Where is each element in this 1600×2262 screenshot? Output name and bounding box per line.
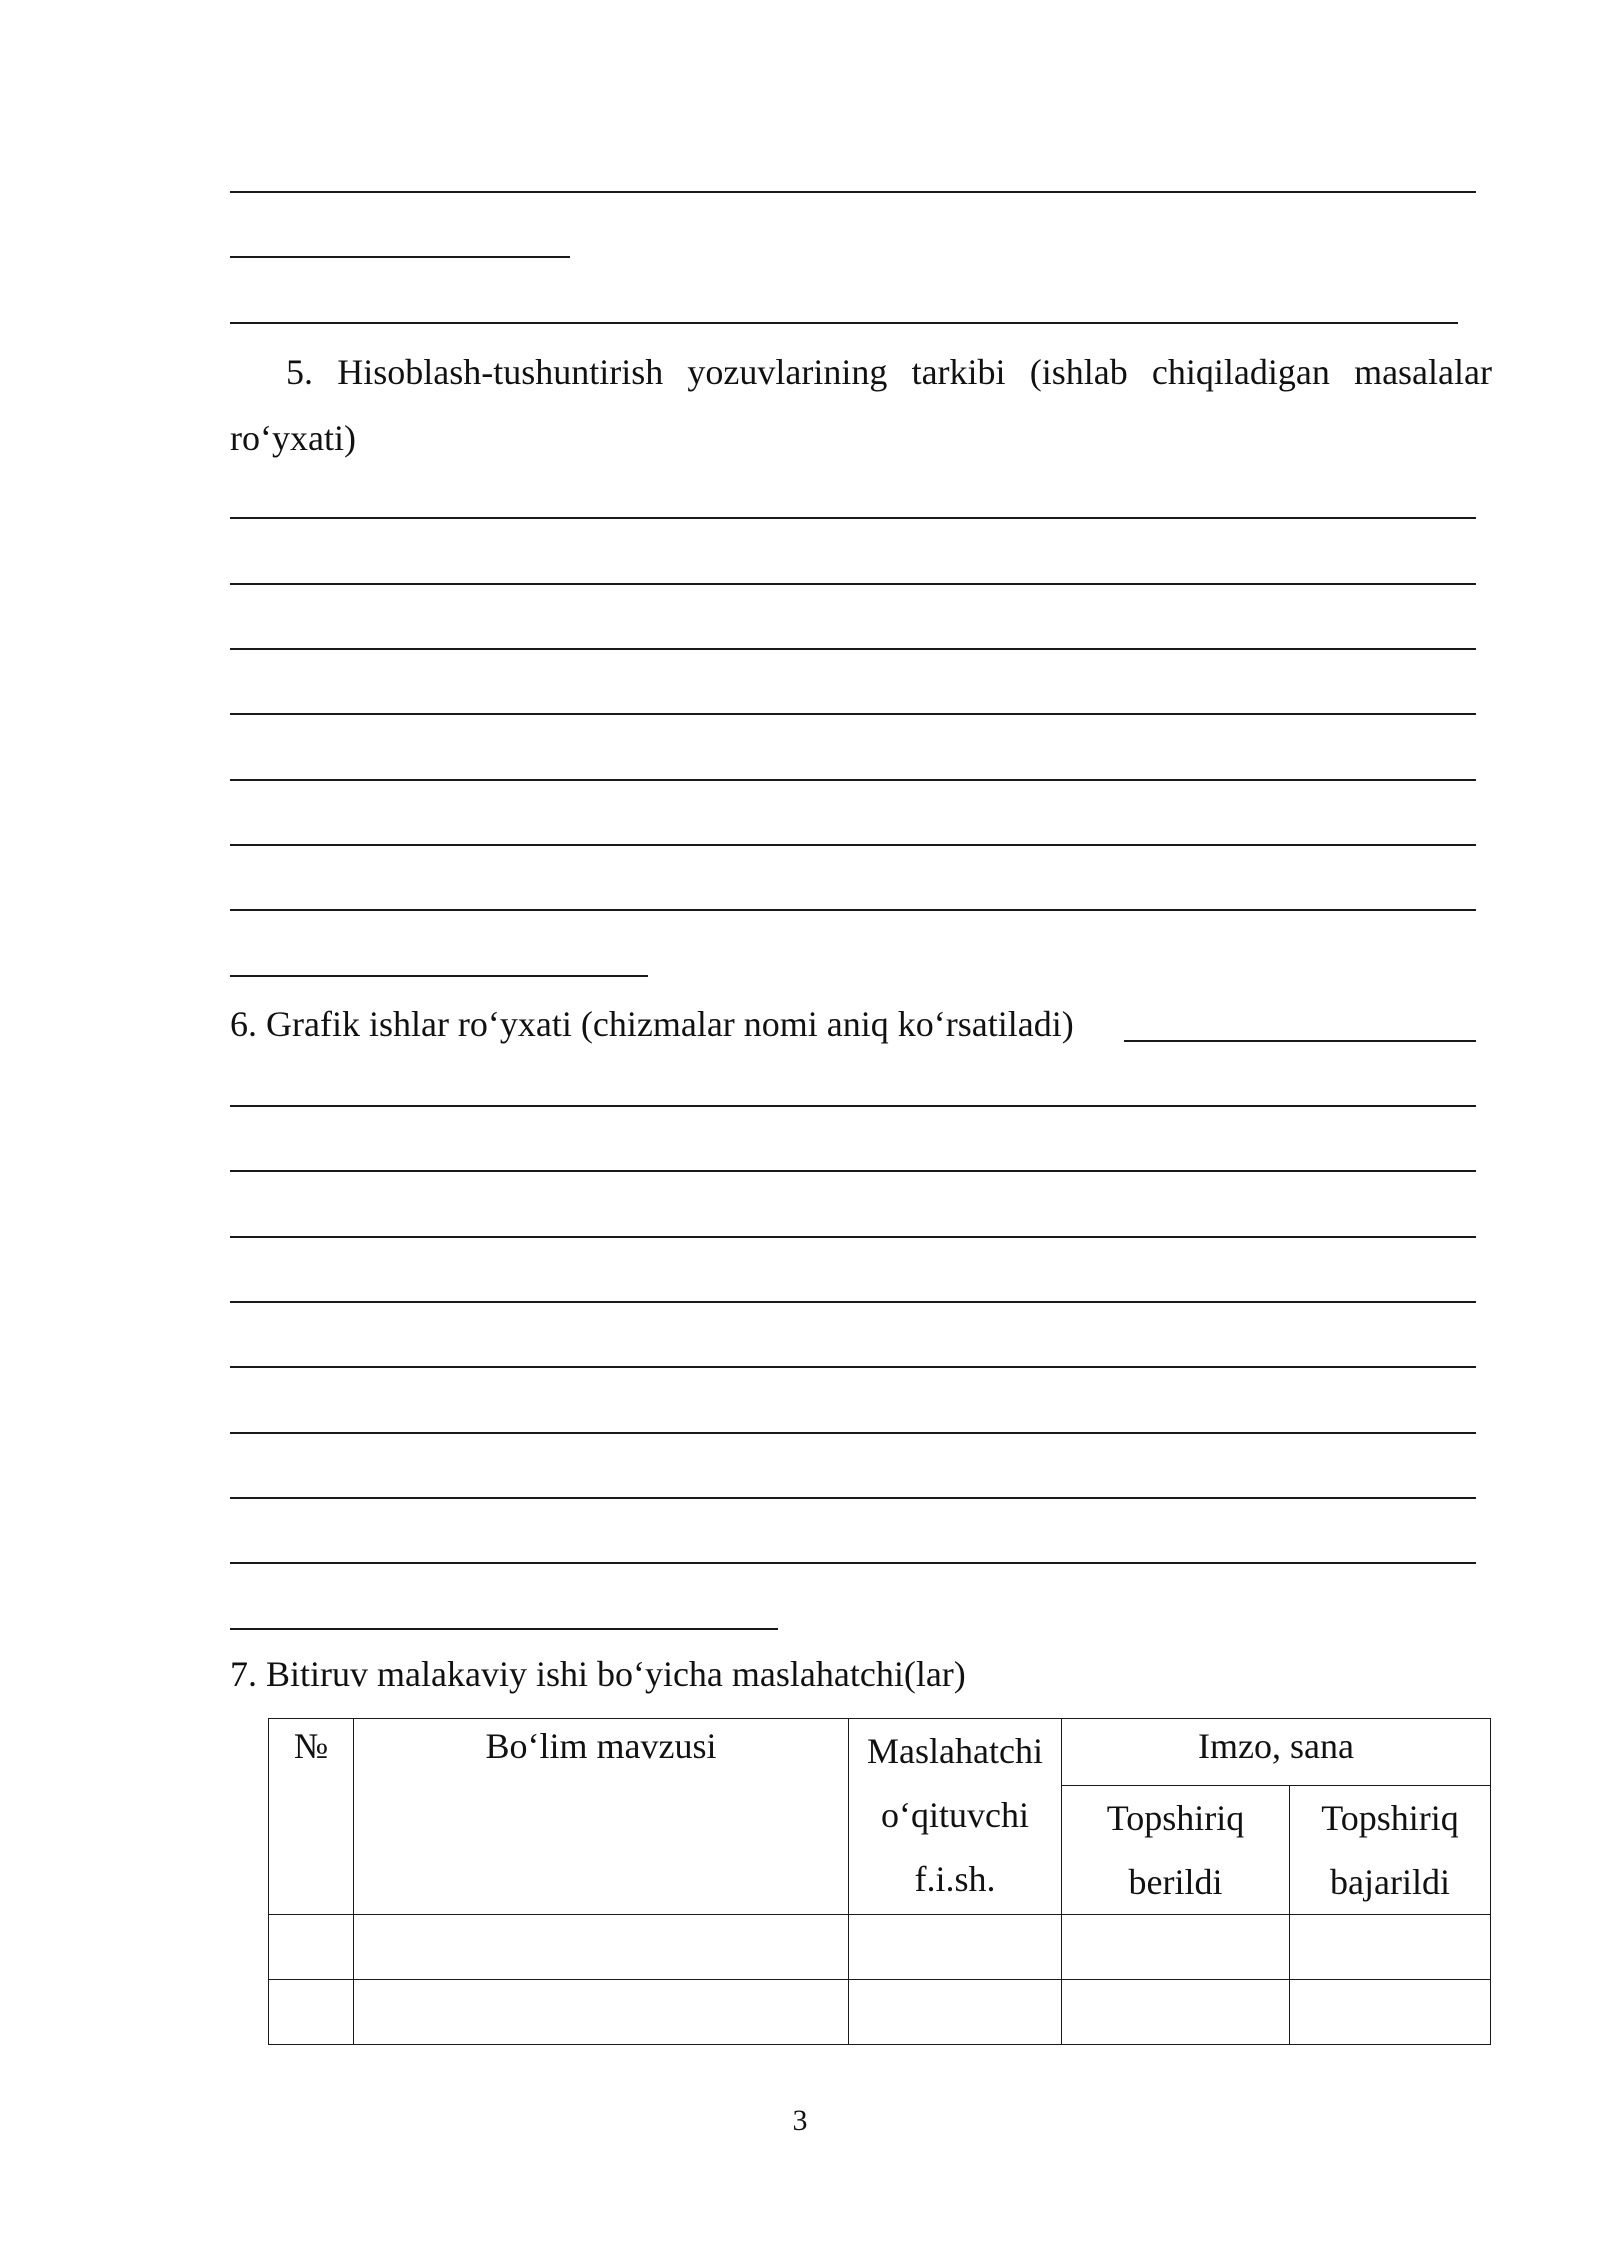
header-task-done-line1: Topshiriq	[1321, 1798, 1459, 1838]
section-6-heading: 6. Grafik ishlar ro‘yxati (chizmalar nomi aniq ko‘rsatiladi)	[230, 1004, 1074, 1044]
writing-line	[230, 1366, 1476, 1368]
table-cell[interactable]	[269, 1915, 354, 1980]
writing-line	[230, 1301, 1476, 1303]
header-cell-advisor	[849, 1719, 1062, 1915]
writing-line-short	[230, 256, 570, 258]
writing-line	[230, 1432, 1476, 1434]
header-task-given-line1: Topshiriq	[1106, 1798, 1245, 1838]
writing-line-short	[230, 975, 648, 977]
table-row	[269, 1915, 1491, 1980]
table-cell[interactable]	[1062, 1915, 1290, 1980]
header-cell-task-given	[1062, 1786, 1290, 1915]
header-advisor-line3: f.i.sh.	[914, 1859, 996, 1899]
writing-line-tail	[1124, 1040, 1476, 1042]
writing-line	[230, 1562, 1476, 1564]
table-cell[interactable]	[269, 1980, 354, 2045]
writing-line	[230, 517, 1476, 519]
writing-line	[230, 844, 1476, 846]
writing-line-short	[230, 1628, 778, 1630]
table-cell[interactable]	[354, 1915, 849, 1980]
table-row	[269, 1980, 1491, 2045]
header-signature-label: Imzo, sana	[1198, 1726, 1354, 1766]
header-cell-topic	[354, 1719, 849, 1915]
writing-line	[230, 909, 1476, 911]
header-task-done-line2: bajarildi	[1330, 1862, 1450, 1902]
table-cell[interactable]	[1062, 1980, 1290, 2045]
page-number: 3	[792, 2104, 808, 2137]
writing-line	[230, 1105, 1476, 1107]
header-advisor-line2: o‘qituvchi	[881, 1795, 1029, 1835]
table-cell[interactable]	[849, 1980, 1062, 2045]
header-topic-label: Bo‘lim mavzusi	[485, 1726, 717, 1766]
writing-line	[230, 779, 1476, 781]
table-cell[interactable]	[849, 1915, 1062, 1980]
writing-line	[230, 191, 1476, 193]
writing-line	[230, 648, 1476, 650]
section-5-heading-line1: 5. Hisoblash-tushuntirish yozuvlarining tarkibi (ishlab chiqiladigan masalalar	[286, 352, 1492, 392]
table-cell[interactable]	[354, 1980, 849, 2045]
writing-line	[230, 583, 1476, 585]
section-5-heading-line2: ro‘yxati)	[230, 418, 356, 458]
writing-line	[230, 1170, 1476, 1172]
writing-line	[230, 322, 1458, 324]
section-7-heading: 7. Bitiruv malakaviy ishi bo‘yicha maslahatchi(lar)	[230, 1654, 966, 1694]
header-advisor-line1: Maslahatchi	[867, 1731, 1043, 1771]
writing-line	[230, 1236, 1476, 1238]
table-cell[interactable]	[1290, 1980, 1491, 2045]
header-cell-signature	[1062, 1719, 1491, 1786]
header-cell-task-done	[1290, 1786, 1491, 1915]
header-cell-number	[269, 1719, 354, 1915]
writing-line	[230, 713, 1476, 715]
table-cell[interactable]	[1290, 1915, 1491, 1980]
writing-line	[230, 1497, 1476, 1499]
header-task-given-line2: berildi	[1128, 1862, 1223, 1902]
header-number-label: №	[293, 1726, 329, 1766]
advisors-table	[268, 1718, 1491, 2045]
